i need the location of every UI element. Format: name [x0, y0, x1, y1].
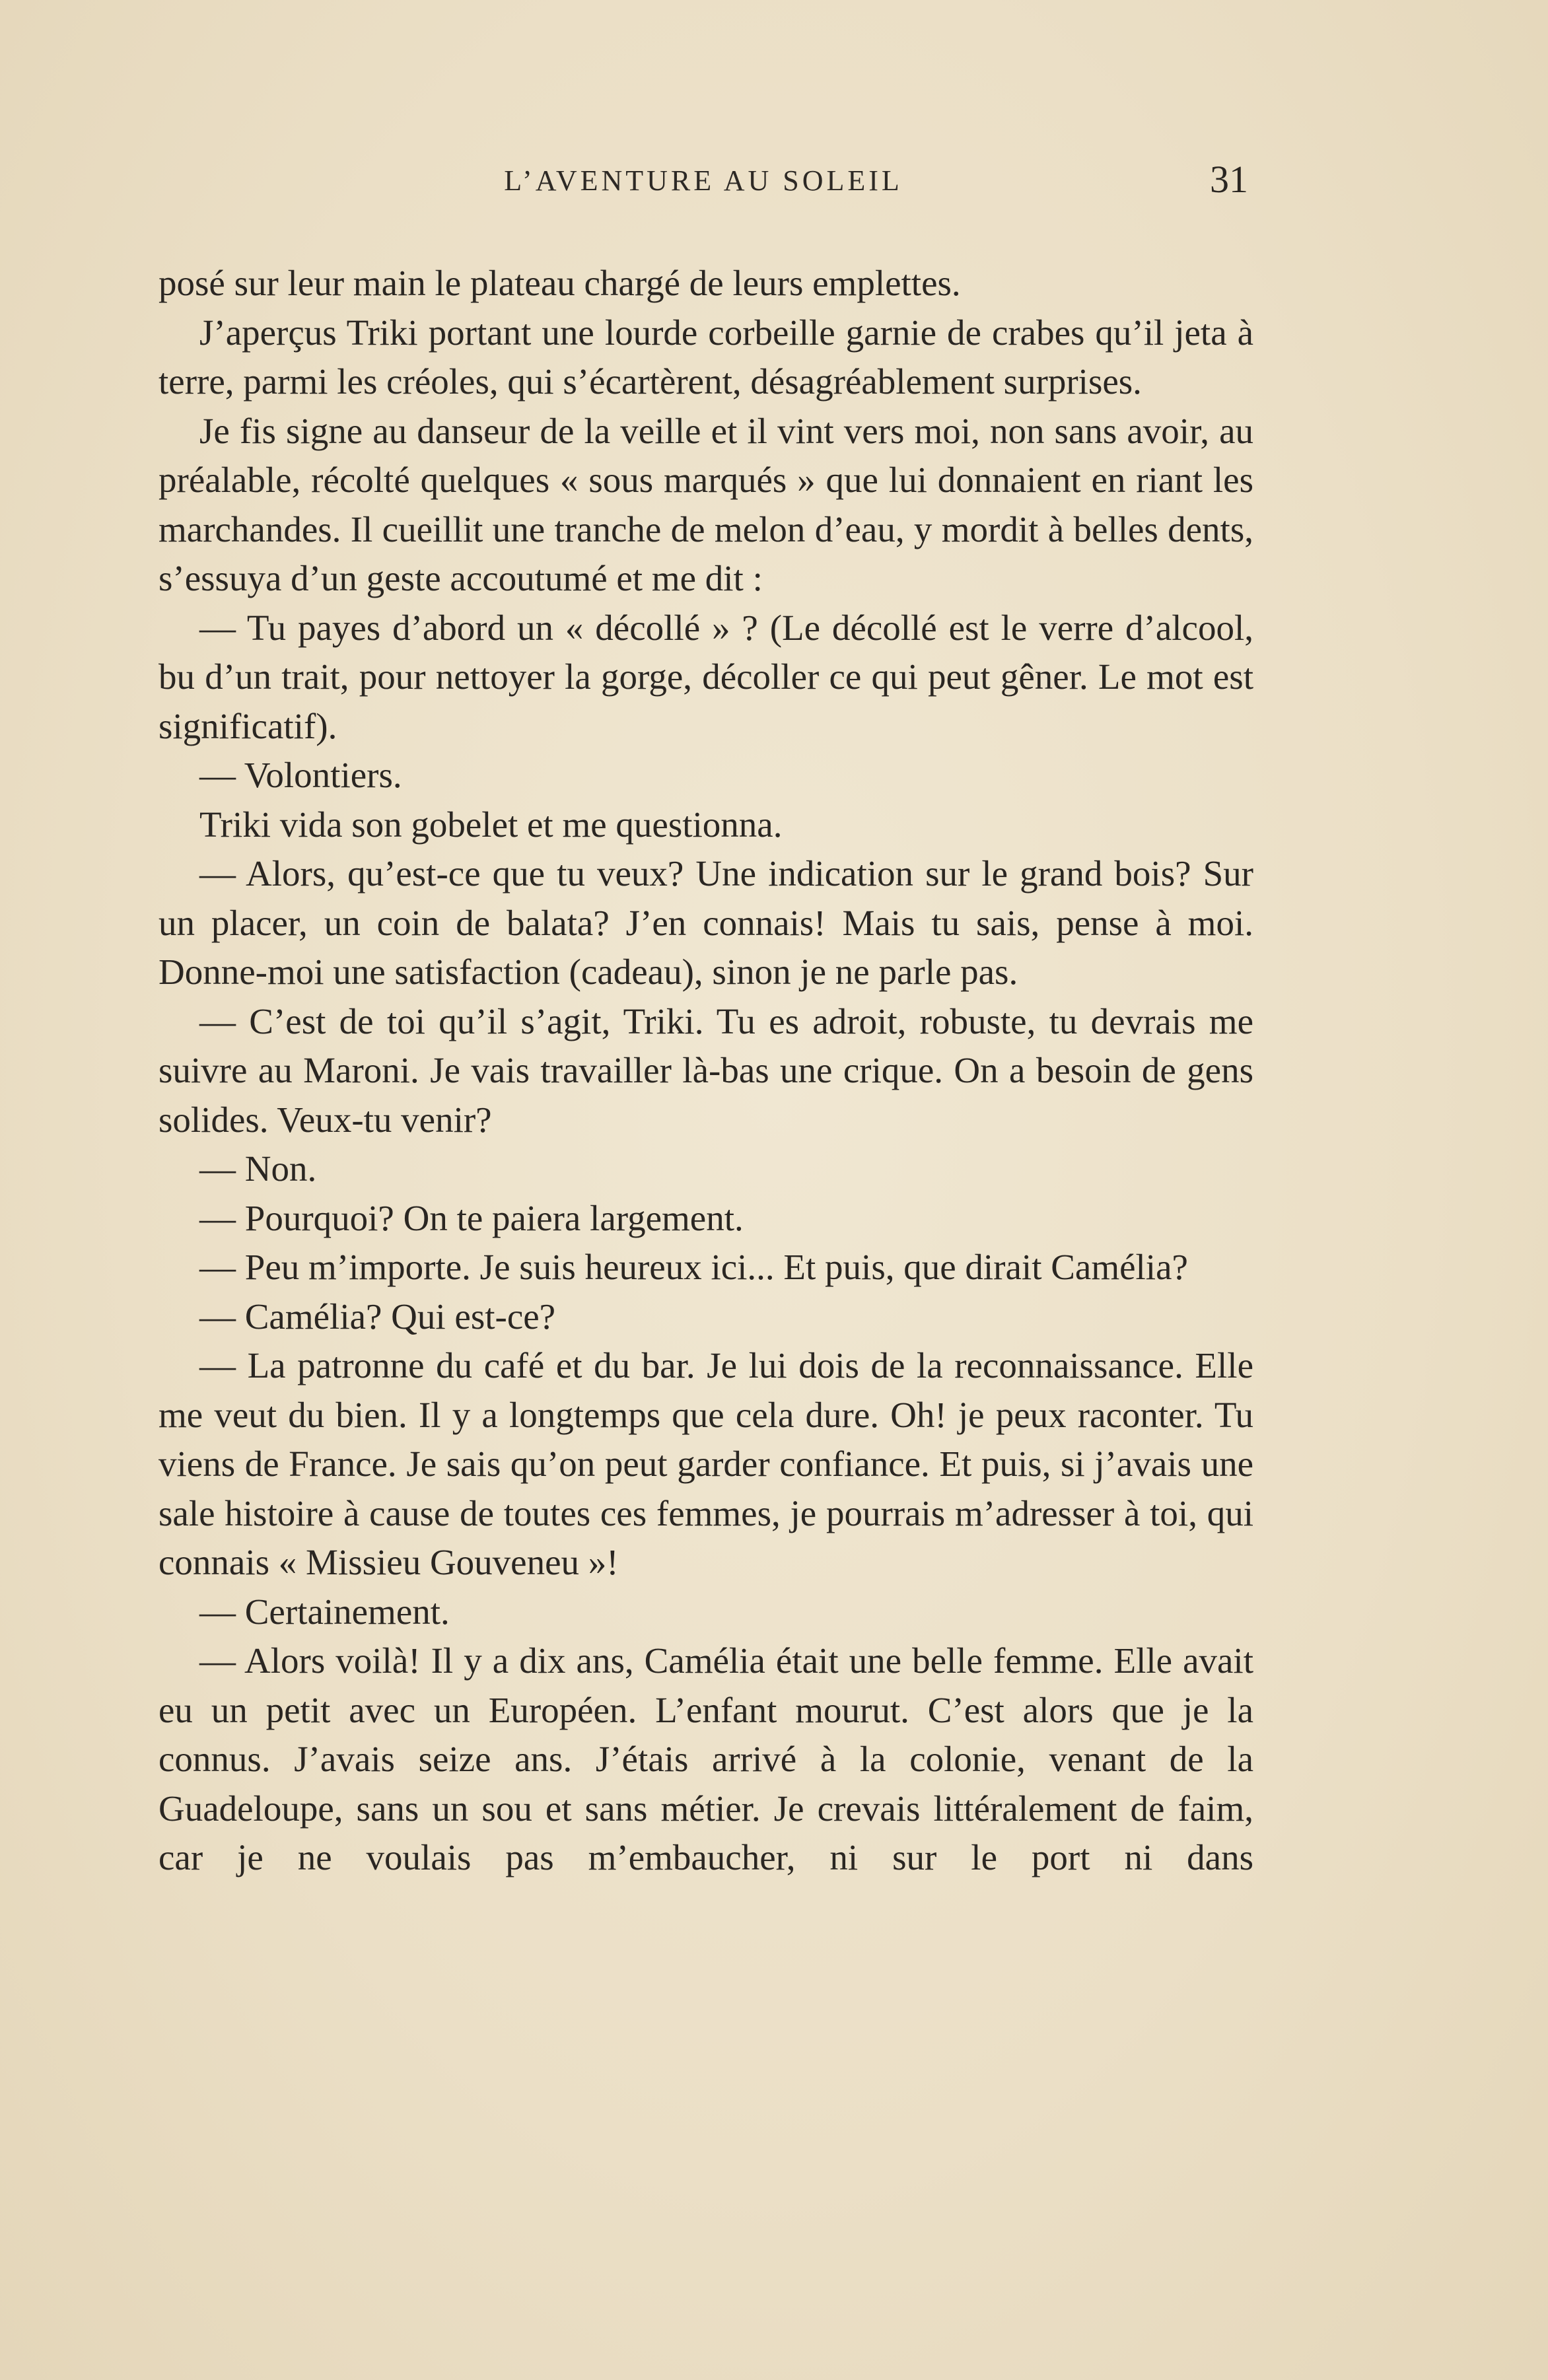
paragraph: — Camélia? Qui est-ce?	[199, 1296, 556, 1337]
paragraph: — Peu m’importe. Je suis heureux ici... Et puis, que dirait Camélia?	[199, 1247, 1188, 1287]
paragraph: — Alors voilà! Il y a dix ans, Camélia était une belle femme. Elle avait eu un petit avec un Européen. L’enfant mourut. C’est alors que je la connus. J’avais seize ans. J’étais arrivé à la colonie, venant de la Guadeloupe, sans un sou et sans métier. Je crevais littéralement de faim, car je ne voulais pas m’embaucher, ni sur le port ni dans	[158, 1640, 1253, 1877]
page-number: 31	[1210, 158, 1248, 201]
paragraph: Triki vida son gobelet et me questionna.	[199, 804, 783, 845]
paragraph: — C’est de toi qu’il s’agit, Triki. Tu es adroit, robuste, tu devrais me suivre au Maroni. Je vais travailler là-bas une crique. On a besoin de gens solides. Veux-tu venir?	[158, 1000, 1253, 1140]
paragraph: — Tu payes d’abord un « décollé » ? (Le décollé est le verre d’alcool, bu d’un trait, pour nettoyer la gorge, décoller ce qui peut gêner. Le mot est significatif).	[158, 607, 1253, 746]
paragraph: — Pourquoi? On te paiera largement.	[199, 1197, 744, 1238]
body-text	[158, 259, 1253, 1883]
paragraph: — La patronne du café et du bar. Je lui dois de la reconnaissance. Elle me veut du bien. Il y a longtemps que cela dure. Oh! je peux raconter. Tu viens de France. Je sais qu’on peut garder confiance. Et puis, si j’avais une sale histoire à cause de toutes ces femmes, je pourrais m’adresser à toi, qui connais « Missieu Gouveneu »!	[158, 1345, 1253, 1582]
paragraph: J’aperçus Triki portant une lourde corbeille garnie de crabes qu’il jeta à terre, parmi les créoles, qui s’écartèrent, désagréablement surprises.	[158, 312, 1253, 402]
running-title: L’AVENTURE AU SOLEIL	[504, 164, 903, 197]
running-head	[158, 157, 1248, 203]
paragraph: — Alors, qu’est-ce que tu veux? Une indication sur le grand bois? Sur un placer, un coin de balata? J’en connais! Mais tu sais, pense à moi. Donne-moi une satisfaction (cadeau), sinon je ne parle pas.	[158, 853, 1253, 992]
paragraph: Je fis signe au danseur de la veille et il vint vers moi, non sans avoir, au préalable, récolté quelques « sous marqués » que lui donnaient en riant les marchandes. Il cueillit une tranche de melon d’eau, y mordit à belles dents, s’essuya d’un geste accoutumé et me dit :	[158, 410, 1253, 598]
paragraph: — Certainement.	[199, 1591, 450, 1632]
paragraph: — Volontiers.	[199, 755, 402, 795]
paragraph: — Non.	[199, 1148, 317, 1189]
paragraph: posé sur leur main le plateau chargé de leurs emplettes.	[158, 263, 961, 303]
